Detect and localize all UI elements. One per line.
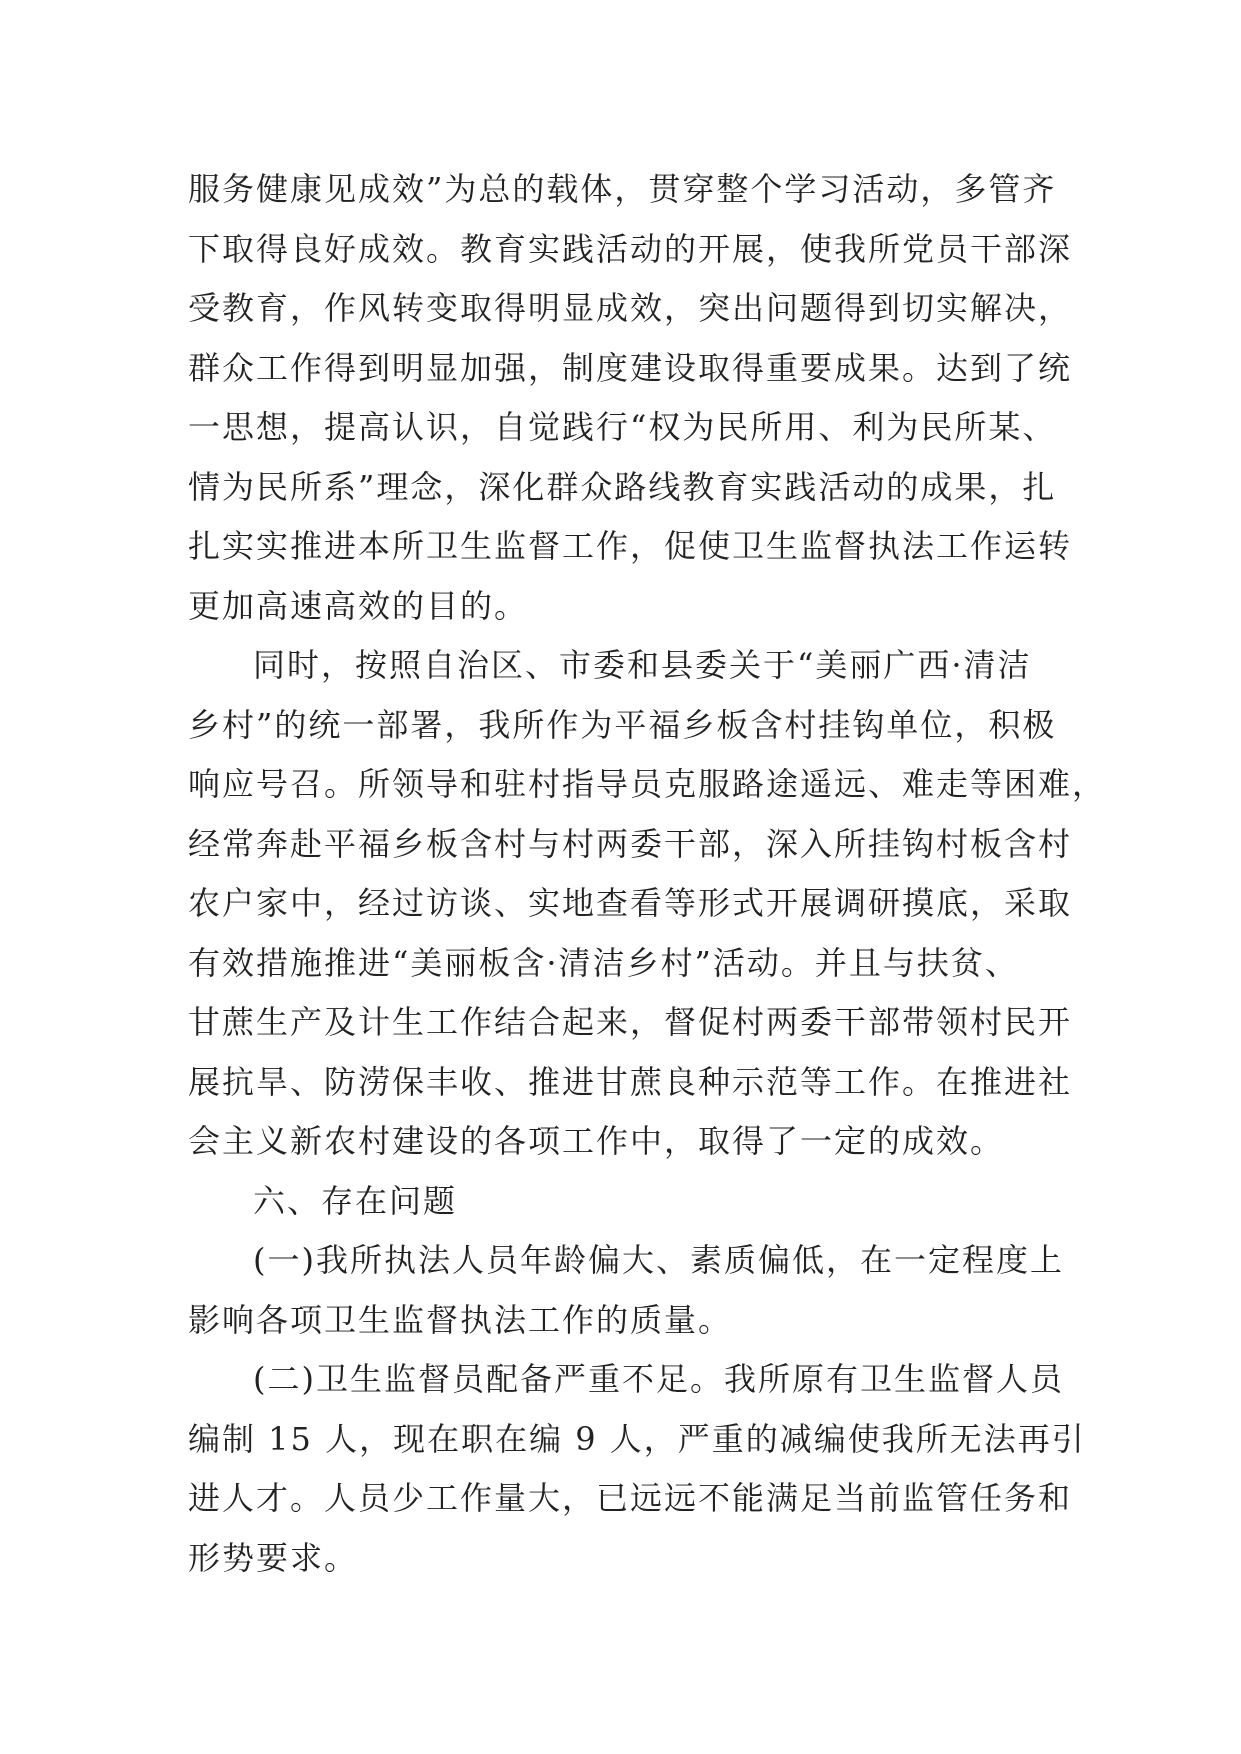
- text-line: 甘蔗生产及计生工作结合起来，督促村两委干部带领村民开: [188, 1003, 1073, 1041]
- text-line: 服务健康见成效”为总的载体，贯穿整个学习活动，多管齐: [188, 170, 1057, 208]
- text-line: 受教育，作风转变取得明显成效，突出问题得到切实解决，: [188, 289, 1073, 327]
- text-line: 情为民所系”理念，深化群众路线教育实践活动的成果，扎: [188, 467, 1057, 506]
- section-heading: 六、存在问题: [253, 1181, 458, 1220]
- text-line: 一思想，提高认识，自觉践行“权为民所用、利为民所某、: [188, 408, 1057, 446]
- text-line: 会主义新农村建设的各项工作中，取得了一定的成效。: [188, 1122, 1005, 1160]
- text-line: 扎实实推进本所卫生监督工作，促使卫生监督执法工作运转: [188, 527, 1073, 565]
- document-body: [188, 160, 1107, 1588]
- text-line: 农户家中，经过访谈、实地查看等形式开展调研摸底，采取: [188, 884, 1073, 922]
- paragraph-first-line: (二)卫生监督员配备严重不足。我所原有卫生监督人员: [253, 1360, 1064, 1398]
- paragraph-first-line: (一)我所执法人员年龄偏大、素质偏低，在一定程度上: [253, 1241, 1064, 1279]
- text-line: 乡村”的统一部署，我所作为平福乡板含村挂钩单位，积极: [188, 705, 1057, 744]
- text-line: 形势要求。: [188, 1538, 359, 1577]
- text-line: 展抗旱、防涝保丰收、推进甘蔗良种示范等工作。在推进社: [188, 1062, 1073, 1101]
- text-line: 编制 15 人，现在职在编 9 人，严重的减编使我所无法再引: [188, 1419, 1086, 1458]
- paragraph-first-line: 同时，按照自治区、市委和县委关于“美丽广西·清洁: [253, 646, 1032, 684]
- text-line: 响应号召。所领导和驻村指导员克服路途遥远、难走等困难，: [188, 765, 1107, 803]
- text-line: 下取得良好成效。教育实践活动的开展，使我所党员干部深: [188, 229, 1073, 268]
- text-line: 群众工作得到明显加强，制度建设取得重要成果。达到了统: [188, 348, 1073, 387]
- text-line: 进人才。人员少工作量大，已远远不能满足当前监管任务和: [188, 1479, 1073, 1517]
- text-line: 更加高速高效的目的。: [188, 586, 529, 625]
- text-line: 影响各项卫生监督执法工作的质量。: [188, 1300, 733, 1339]
- text-line: 有效措施推进“美丽板含·清洁乡村”活动。并且与扶贫、: [188, 943, 1019, 982]
- text-line: 经常奔赴平福乡板含村与村两委干部，深入所挂钩村板含村: [188, 824, 1073, 863]
